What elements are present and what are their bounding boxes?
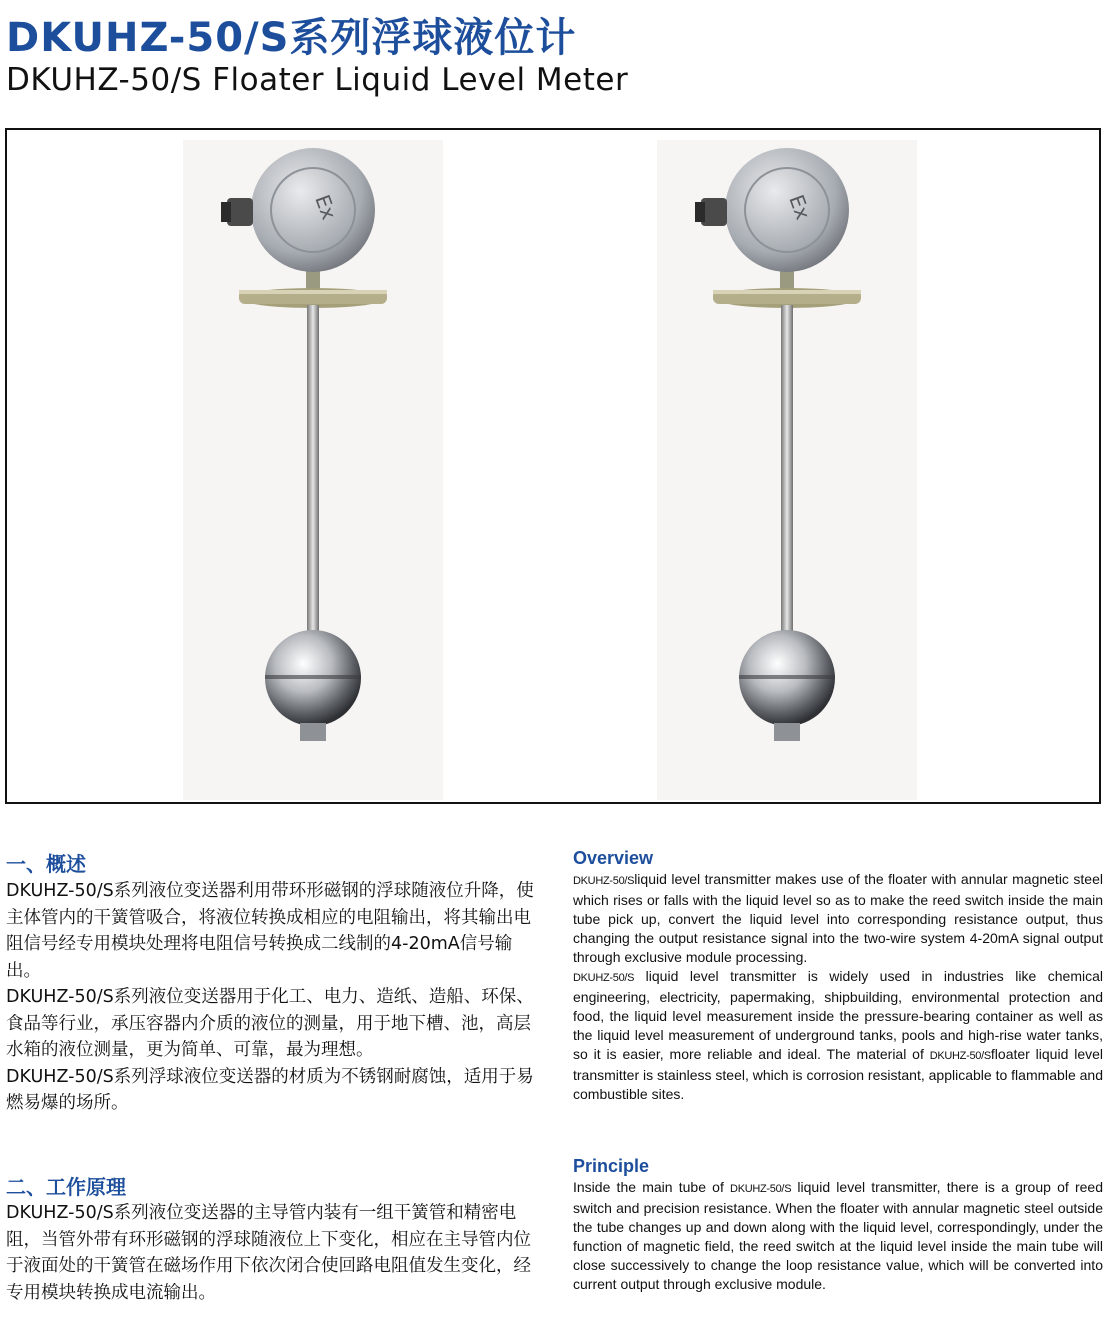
page-title-en: DKUHZ-50/S Floater Liquid Level Meter (6, 62, 629, 98)
product-photo-frame (5, 128, 1101, 804)
float-level-meter-photo-left (183, 140, 443, 800)
section-heading-overview-cn: 一、概述 (6, 852, 86, 876)
section-heading-principle-cn: 二、工作原理 (6, 1175, 126, 1199)
overview-paragraph-en: DKUHZ-50/S liquid level transmitter is widely used in industries like chemical engineering, electricity, papermaking, shipbuilding, environmental protection and food, the liquid level measurement inside the pressure-bearing container as well as the liquid level measurement of underground tanks, pools and high-rise water tanks, so it is easier, more reliable and ideal. The material of DKUHZ-50/Sfloater liquid level transmitter is stainless steel, which is corrosion resistant, applicable to flammable and combustible sites. (573, 968, 1104, 1102)
principle-paragraph-en: Inside the main tube of DKUHZ-50/S liquid level transmitter, there is a group of reed switch and precision resistance. When the floater with annular magnetic steel outside the tube changes up and down along with the liquid level, correspondingly, under the function of magnetic field, the reed switch at the liquid level inside the main tube will close successively to change the loop resistance value, which will be converted into current output through exclusive module. (573, 1179, 1103, 1292)
section-heading-principle-en: Principle (573, 1156, 650, 1176)
overview-paragraph: DKUHZ-50/S系列浮球液位变送器的材质为不锈钢耐腐蚀，适用于易燃易爆的场所。 (6, 1066, 534, 1113)
float-level-meter-photo-right (657, 140, 917, 800)
model-label: DKUHZ-50/S (730, 1183, 792, 1195)
overview-text-cn (6, 878, 538, 1117)
principle-text-en (573, 1178, 1103, 1294)
section-heading-overview-en: Overview (573, 848, 654, 868)
overview-text-en (573, 870, 1103, 1104)
model-label: DKUHZ-50/S (573, 972, 635, 984)
overview-paragraph-en: DKUHZ-50/Sliquid level transmitter makes use of the floater with annular magnetic steel which rises or falls with the liquid level so as to make the reed switch inside the main tube pick up, convert the liquid level into corresponding resistance output, thus changing the output resistance signal into the two-wire system 4-20mA signal output through exclusive module processing. (573, 871, 1103, 965)
model-label: DKUHZ-50/S (929, 1050, 991, 1062)
ex-marking: Ex (784, 191, 816, 223)
float-level-meter-illustration (183, 140, 443, 800)
overview-paragraph: DKUHZ-50/S系列液位变送器利用带环形磁钢的浮球随液位升降，使主体管内的干簧管吸合，将液位转换成相应的电阻输出，将其输出电阻信号经专用模块处理将电阻信号转换成二线制的4-20mA信号输出。 (6, 881, 534, 981)
float-level-meter-illustration (657, 140, 917, 800)
overview-paragraph: DKUHZ-50/S系列液位变送器用于化工、电力、造纸、造船、环保、食品等行业，承压容器内介质的液位的测量，用于地下槽、池，高层水箱的液位测量，更为简单、可靠，最为理想。 (6, 987, 534, 1060)
model-label: DKUHZ-50/S (573, 875, 635, 887)
principle-paragraph: DKUHZ-50/S系列液位变送器的主导管内装有一组干簧管和精密电阻，当管外带有环形磁钢的浮球随液位上下变化，相应在主导管内位于液面处的干簧管在磁场作用下依次闭合使回路电阻值发生变化，经专用模块转换成电流输出。 (6, 1203, 531, 1303)
page-title-cn: DKUHZ-50/S系列浮球液位计 (6, 15, 577, 61)
principle-text-cn (6, 1200, 538, 1306)
ex-marking: Ex (310, 191, 342, 223)
